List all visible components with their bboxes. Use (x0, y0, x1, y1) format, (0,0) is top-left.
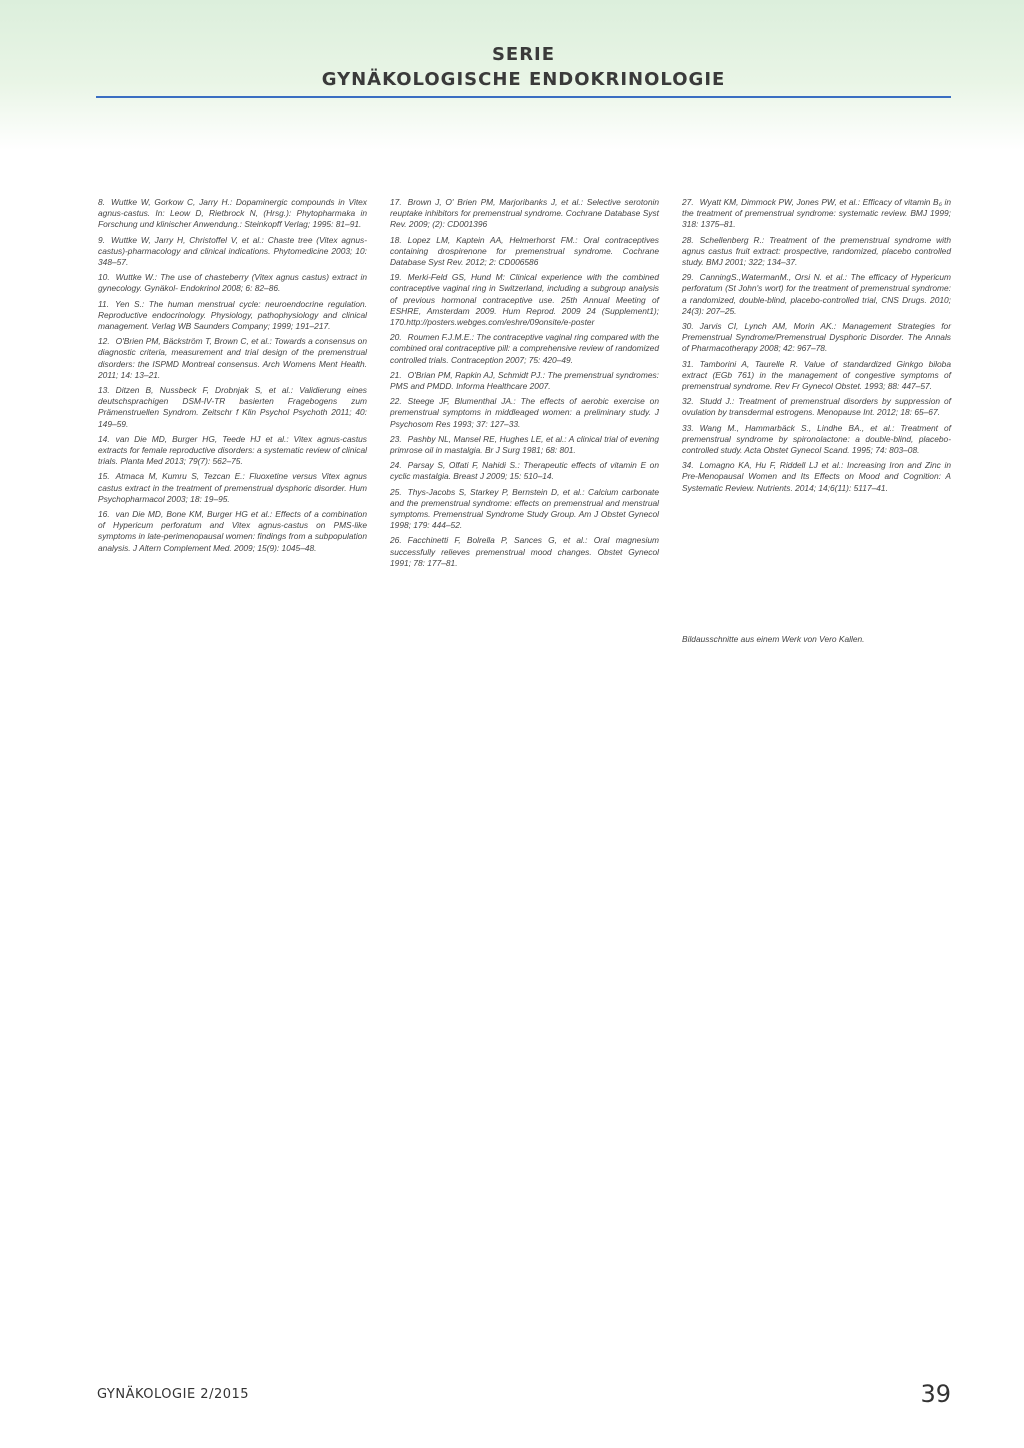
reference-text: O'Brian PM, Rapkin AJ, Schmidt PJ.: The premenstrual syndromes: PMS and PMDD. Informa Healthcare 2007. (390, 369, 659, 392)
reference-text: Ditzen B, Nussbeck F, Drobnjak S, et al.: Validierung eines deutschsprachigen DSM-IV-TR basierten Fragebogens zum Prämenstruellen Syndrom. Zeitschr f Klin Psychol Psychoth 2011; 40: 149–59. (98, 385, 367, 429)
reference-text: Wuttke W, Gorkow C, Jarry H.: Dopaminergic compounds in Vitex agnus-castus. In: Leow D, Rietbrock N, (Hrsg.): Phytopharmaka in Forschung und klinischer Anwendung.: Steinkopff Verlag; 1995: 81–91. (98, 197, 367, 230)
reference-number: 11. (98, 298, 110, 309)
reference-number: 25. (390, 486, 402, 497)
reference-column-1 (98, 197, 367, 558)
reference-number: 9. (98, 234, 105, 245)
reference-text: Atmaca M, Kumru S, Tezcan E.: Fluoxetine versus Vitex agnus castus extract in the treatment of premenstrual dysphoric disorder. Hum Psychopharmacol 2003; 18: 19–95. (98, 471, 367, 504)
reference-number: 28. (682, 234, 694, 245)
reference-item (390, 434, 659, 456)
reference-text: van Die MD, Burger HG, Teede HJ et al.: Vitex agnus-castus extracts for female reproductive disorders: a systematic review of clinical trials. Planta Med 2013; 79(7): 562–75. (98, 433, 367, 467)
reference-number: 23. (390, 433, 402, 444)
reference-item (98, 385, 367, 430)
reference-text: Yen S.: The human menstrual cycle: neuroendocrine regulation. Reproductive endocrinology. Physiology, pathophysiology and clinical management. Verlag WB Saunders Company; 1999; 191–217. (98, 298, 367, 332)
reference-number: 19. (390, 272, 402, 283)
reference-number: 16. (98, 509, 110, 520)
reference-item (390, 535, 659, 569)
reference-item (390, 332, 659, 366)
reference-item (98, 272, 367, 294)
reference-text: van Die MD, Bone KM, Burger HG et al.: Effects of a combination of Hypericum perforatum and Vitex agnus-castus on PMS-like symptoms in late-perimenopausal women: findings from a subpopulation analysis. J Altern Complement Med. 2009; 15(9): 1045–48. (98, 509, 367, 553)
reference-number: 8. (98, 197, 105, 207)
reference-number: 17. (390, 197, 402, 207)
reference-number: 20. (390, 332, 402, 343)
reference-item (682, 235, 951, 269)
reference-text: CanningS.,WatermanM., Orsi N. et al.: The efficacy of Hypericum perforatum (St John's wort) for the treatment of premenstrual syndrome: a randomized, double-blind, placebo-controlled trial, CNS Drugs. 2010; 24(3): 207–25. (682, 272, 951, 316)
reference-item (390, 487, 659, 532)
reference-item (682, 359, 951, 393)
reference-text: Tamborini A, Taurelle R. Value of standardized Ginkgo biloba extract (EGb 761) in the management of congestive symptoms of premenstrual syndrome. Rev Fr Gynecol Obstet. 1993; 88: 447–57. (682, 358, 951, 392)
reference-number: 13. (98, 385, 110, 396)
footer-journal: GYNÄKOLOGIE 2/2015 (97, 1387, 250, 1402)
reference-item (98, 235, 367, 269)
reference-text: Brown J, O' Brien PM, Marjoribanks J, et al.: Selective serotonin reuptake inhibitors for premenstrual syndrome. Cochrane Database Syst Rev. 2009; (2): CD001396 (390, 197, 659, 230)
series-title-line2: GYNÄKOLOGISCHE ENDOKRINOLOGIE (321, 69, 726, 90)
reference-number: 33. (682, 422, 694, 433)
reference-column-3 (682, 197, 951, 498)
reference-item (98, 471, 367, 505)
reference-item (682, 272, 951, 317)
reference-item (682, 321, 951, 355)
reference-text: Wyatt KM, Dimmock PW, Jones PW, et al.: Efficacy of vitamin B₆ in the treatment of premenstrual syndrome: systematic review. BMJ 1999; 318: 1375–81. (682, 197, 951, 230)
reference-text: Merki-Feld GS, Hund M: Clinical experience with the combined contraceptive vaginal ring in Switzerland, including a subgroup analysis of previous hormonal contraceptive use. 25th Annual Meeting of ESHRE, Amsterdam 2009. Hum Reprod. 2009 24 (Supplement1); 170.http://posters.webges.com/eshre/09onsite/e-poster (390, 272, 659, 328)
reference-item (390, 197, 659, 231)
reference-text: Studd J.: Treatment of premenstrual disorders by suppression of ovulation by transdermal estrogens. Menopause Int. 2012; 18: 65–67. (682, 396, 951, 418)
reference-item (98, 434, 367, 468)
reference-number: 10. (98, 272, 110, 283)
reference-item (98, 299, 367, 333)
reference-number: 18. (390, 234, 402, 245)
reference-text: Wuttke W.: The use of chasteberry (Vitex agnus castus) extract in gynecology. Gynäkol- Endokrinol 2008; 6: 82–86. (98, 272, 367, 294)
reference-column-2 (390, 197, 659, 573)
reference-number: 31. (682, 358, 694, 369)
reference-item (98, 197, 367, 231)
reference-number: 12. (98, 336, 110, 347)
reference-item (682, 423, 951, 457)
reference-number: 14. (98, 433, 110, 444)
reference-item (390, 235, 659, 269)
series-title-line1: SERIE (491, 44, 556, 65)
series-title (96, 42, 951, 92)
reference-text: Steege JF, Blumenthal JA.: The effects of aerobic exercise on premenstrual symptoms in middleaged women: a preliminary study. J Psychosom Res 1993; 37: 127–33. (390, 396, 659, 429)
reference-text: Wang M., Hammarbäck S., Lindhe BA., et al.: Treatment of premenstrual syndrome by spironolactone: a double-blind, placebo-controlled study. Acta Obstet Gynecol Scand. 1995; 74: 803–08. (682, 422, 951, 456)
reference-text: O'Brien PM, Bäckström T, Brown C, et al.: Towards a consensus on diagnostic criteria, measurement and trial design of the premenstrual disorders: the ISPMD Montreal consensus. Arch Womens Ment Health. 2011; 14: 13–21. (98, 336, 367, 380)
reference-text: Pashby NL, Mansel RE, Hughes LE, et al.: A clinical trial of evening primrose oil in mastalgia. Br J Surg 1981; 68: 801. (390, 433, 659, 456)
reference-number: 15. (98, 471, 110, 482)
reference-item (98, 336, 367, 381)
reference-text: Lopez LM, Kaptein AA, Helmerhorst FM.: Oral contraceptives containing drospirenone for premenstrual syndrome. Cochrane Database Syst Rev. 2012; 2: CD006586 (390, 234, 659, 268)
reference-number: 26. (390, 535, 402, 546)
reference-number: 30. (682, 321, 694, 332)
reference-text: Thys-Jacobs S, Starkey P, Bernstein D, et al.: Calcium carbonate and the premenstrual syndrome: effects on premenstrual and menstrual symptoms. Premenstrual Syndrome Study Group. Am J Obstet Gynecol 1998; 179: 444–52. (390, 486, 659, 531)
reference-item (390, 460, 659, 482)
reference-item (682, 396, 951, 418)
reference-item (682, 197, 951, 231)
reference-number: 22. (390, 396, 402, 407)
reference-number: 32. (682, 396, 694, 407)
reference-item (390, 396, 659, 430)
reference-text: Lomagno KA, Hu F, Riddell LJ et al.: Increasing Iron and Zinc in Pre-Menopausal Women and Its Effects on Mood and Cognition: A Systematic Review. Nutrients. 2014; 14;6(11): 5117–41. (682, 460, 951, 493)
reference-text: Jarvis CI, Lynch AM, Morin AK.: Management Strategies for Premenstrual Syndrome/Premenstrual Dysphoric Disorder. The Annals of Pharmacotherapy 2008; 42: 967–78. (682, 321, 951, 354)
reference-text: Facchinetti F, Bolrella P, Sances G, et al.: Oral magnesium successfully relieves premenstrual mood changes. Obstet Gynecol 1991; 78: 177–81. (390, 535, 659, 568)
reference-text: Roumen F.J.M.E.: The contraceptive vaginal ring compared with the combined oral contraceptive pill: a comprehensive review of randomized controlled trials. Contraception 2007; 75: 420–49. (390, 332, 659, 365)
image-credit: Bildausschnitte aus einem Werk von Vero Kallen. (682, 634, 865, 644)
reference-number: 29. (682, 272, 694, 283)
reference-item (98, 509, 367, 554)
reference-item (390, 370, 659, 392)
page-number: 39 (920, 1380, 951, 1408)
reference-text: Parsay S, Olfati F, Nahidi S.: Therapeutic effects of vitamin E on cyclic mastalgia. Breast J 2009; 15: 510–14. (390, 460, 659, 482)
reference-item (682, 460, 951, 494)
header-rule (96, 96, 951, 98)
reference-text: Wuttke W, Jarry H, Christoffel V, et al.: Chaste tree (Vitex agnus-castus)-pharmacology and clinical indications. Phytomedicine 2003; 10: 348–57. (98, 234, 367, 268)
reference-number: 27. (682, 197, 694, 207)
reference-number: 24. (390, 460, 402, 471)
reference-item (390, 272, 659, 328)
reference-number: 21. (390, 369, 402, 380)
reference-number: 34. (682, 460, 694, 471)
reference-text: Schellenberg R.: Treatment of the premenstrual syndrome with agnus castus fruit extract: prospective, randomized, placebo controlled study. BMJ 2001; 322; 134–37. (682, 234, 951, 268)
